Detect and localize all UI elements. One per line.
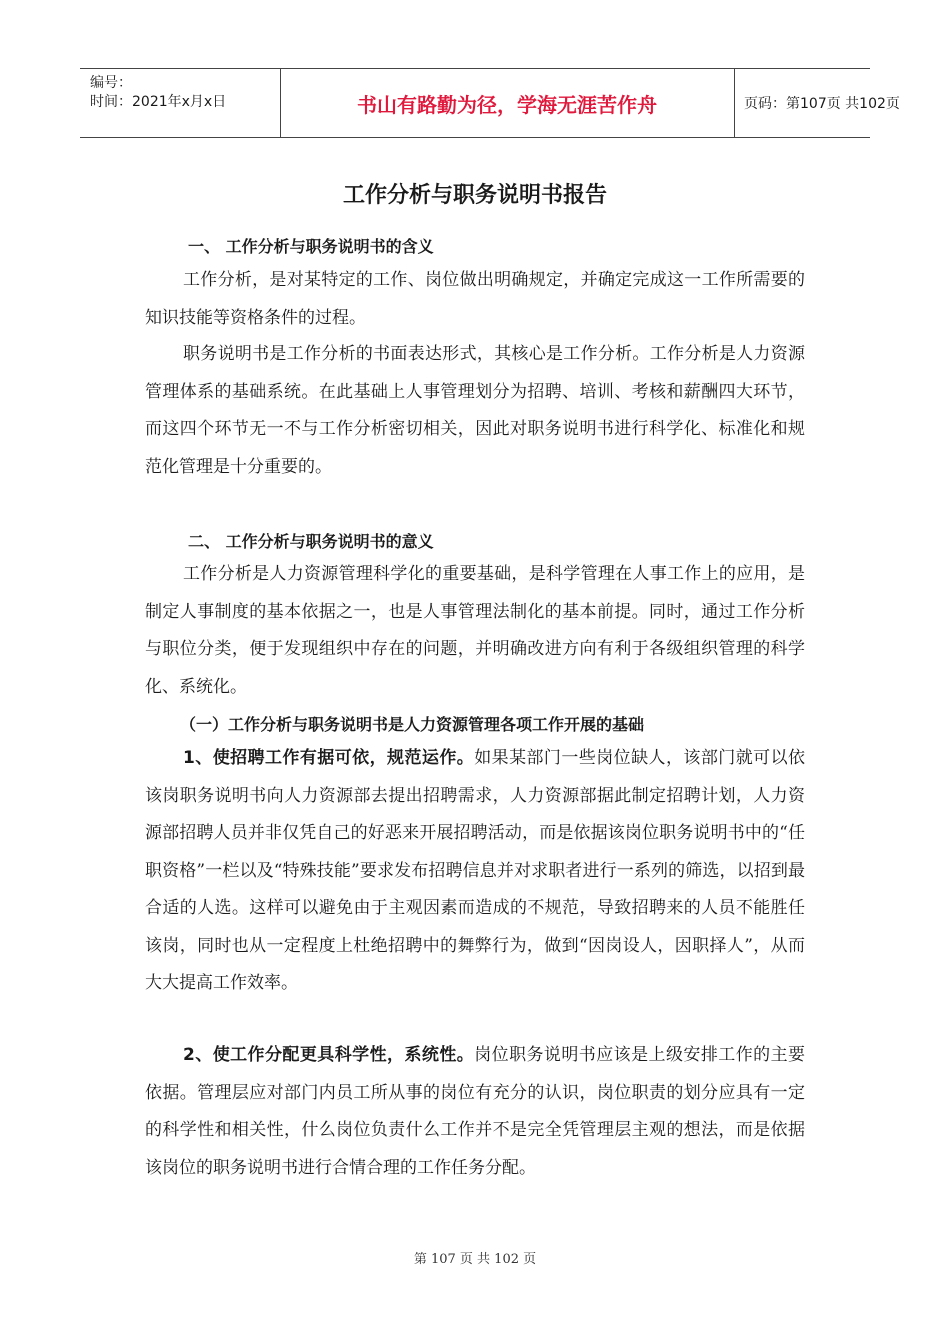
paragraph-4 bbox=[145, 740, 805, 1003]
subsection1-heading: （一）工作分析与职务说明书是人力资源管理各项工作开展的基础 bbox=[180, 715, 645, 734]
paragraph-4-body: 如果某部门一些岗位缺人，该部门就可以依该岗职务说明书向人力资源部去提出招聘需求，人力资源部据此制定招聘计划，人力资源部招聘人员并非仅凭自己的好恶来开展招聘活动，而是依据该岗位职务说明书中的“任职资格”一栏以及“特殊技能”要求发布招聘信息并对求职者进行一系列的筛选，以招到最合适的人选。这样可以避免由于主观因素而造成的不规范，导致招聘来的人员不能胜任该岗，同时也从一定程度上杜绝招聘中的舞弊行为，做到“因岗设人，因职择人”，从而大大提高工作效率。 bbox=[145, 748, 806, 993]
section1-heading: 一、 工作分析与职务说明书的含义 bbox=[188, 237, 434, 256]
paragraph-5-lead: 2、使工作分配更具科学性，系统性。 bbox=[183, 1045, 475, 1065]
paragraph-1: 工作分析，是对某特定的工作、岗位做出明确规定，并确定完成这一工作所需要的知识技能等资格条件的过程。 bbox=[145, 270, 805, 328]
document-title: 工作分析与职务说明书报告 bbox=[342, 183, 607, 208]
page-footer: 第 107 页 共 102 页 bbox=[413, 1252, 537, 1267]
time-label: 时间：2021年x月x日 bbox=[90, 94, 227, 110]
paragraph-5-body: 岗位职务说明书应该是上级安排工作的主要依据。管理层应对部门内员工所从事的岗位有充分的认识，岗位职责的划分应具有一定的科学性和相关性，什么岗位负责什么工作并不是完全凭管理层主观的想法，而是依据该岗位的职务说明书进行合情合理的工作任务分配。 bbox=[145, 1045, 806, 1178]
paragraph-5 bbox=[145, 1037, 805, 1187]
section2-heading: 二、 工作分析与职务说明书的意义 bbox=[188, 532, 434, 551]
motto: 书山有路勤为径，学海无涯苦作舟 bbox=[280, 69, 735, 137]
number-label: 编号： bbox=[90, 75, 132, 91]
paragraph-4-lead: 1、使招聘工作有据可依，规范运作。 bbox=[183, 748, 475, 768]
page-info: 页码：第107页 共102页 bbox=[744, 96, 900, 112]
header-meta-cell bbox=[80, 69, 281, 137]
paragraph-2: 职务说明书是工作分析的书面表达形式，其核心是工作分析。工作分析是人力资源管理体系的基础系统。在此基础上人事管理划分为招聘、培训、考核和薪酬四大环节，而这四个环节无一不与工作分析密切相关，因此对职务说明书进行科学化、标准化和规范化管理是十分重要的。 bbox=[145, 344, 805, 477]
header-table bbox=[80, 68, 900, 138]
paragraph-3: 工作分析是人力资源管理科学化的重要基础，是科学管理在人事工作上的应用，是制定人事制度的基本依据之一，也是人事管理法制化的基本前提。同时，通过工作分析与职位分类，便于发现组织中存在的问题，并明确改进方向有利于各级组织管理的科学化、系统化。 bbox=[145, 564, 805, 697]
